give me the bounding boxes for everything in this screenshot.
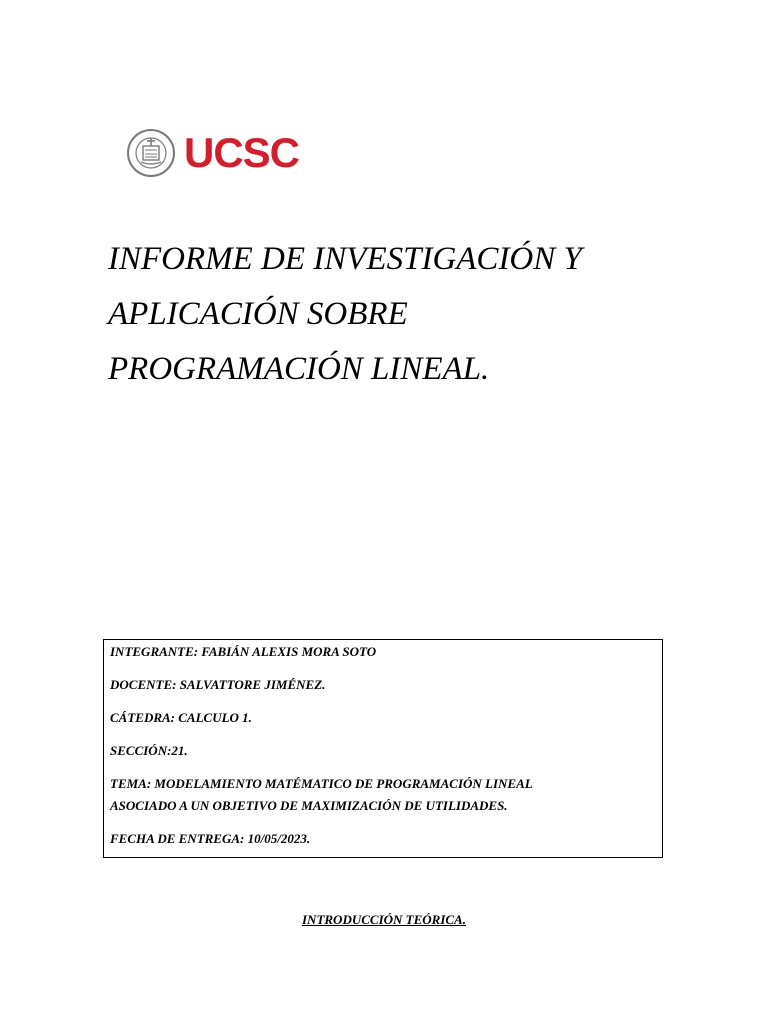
title-line-2: APLICACIÓN SOBRE — [108, 296, 408, 332]
catedra-line: CÁTEDRA: CALCULO 1. — [110, 710, 252, 725]
info-box — [103, 639, 663, 858]
section-heading: INTRODUCCIÓN TEÓRICA. — [302, 912, 466, 927]
tema-line-1: TEMA: MODELAMIENTO MATÉMATICO DE PROGRAMACIÓN LINEAL — [110, 776, 533, 791]
integrante-line: INTEGRANTE: FABIÁN ALEXIS MORA SOTO — [110, 644, 377, 659]
brand-name: UCSC — [184, 129, 300, 176]
seccion-line: SECCIÓN:21. — [110, 743, 188, 758]
university-seal-icon — [124, 128, 178, 178]
university-logo — [124, 128, 324, 178]
fecha-line: FECHA DE ENTREGA: 10/05/2023. — [110, 831, 311, 846]
document-title — [108, 232, 688, 397]
title-line-3: PROGRAMACIÓN LINEAL. — [108, 351, 490, 387]
docente-line: DOCENTE: SALVATTORE JIMÉNEZ. — [110, 677, 326, 692]
title-line-1: INFORME DE INVESTIGACIÓN Y — [108, 241, 582, 277]
tema-line-2: ASOCIADO A UN OBJETIVO DE MAXIMIZACIÓN DE UTILIDADES. — [110, 798, 508, 813]
